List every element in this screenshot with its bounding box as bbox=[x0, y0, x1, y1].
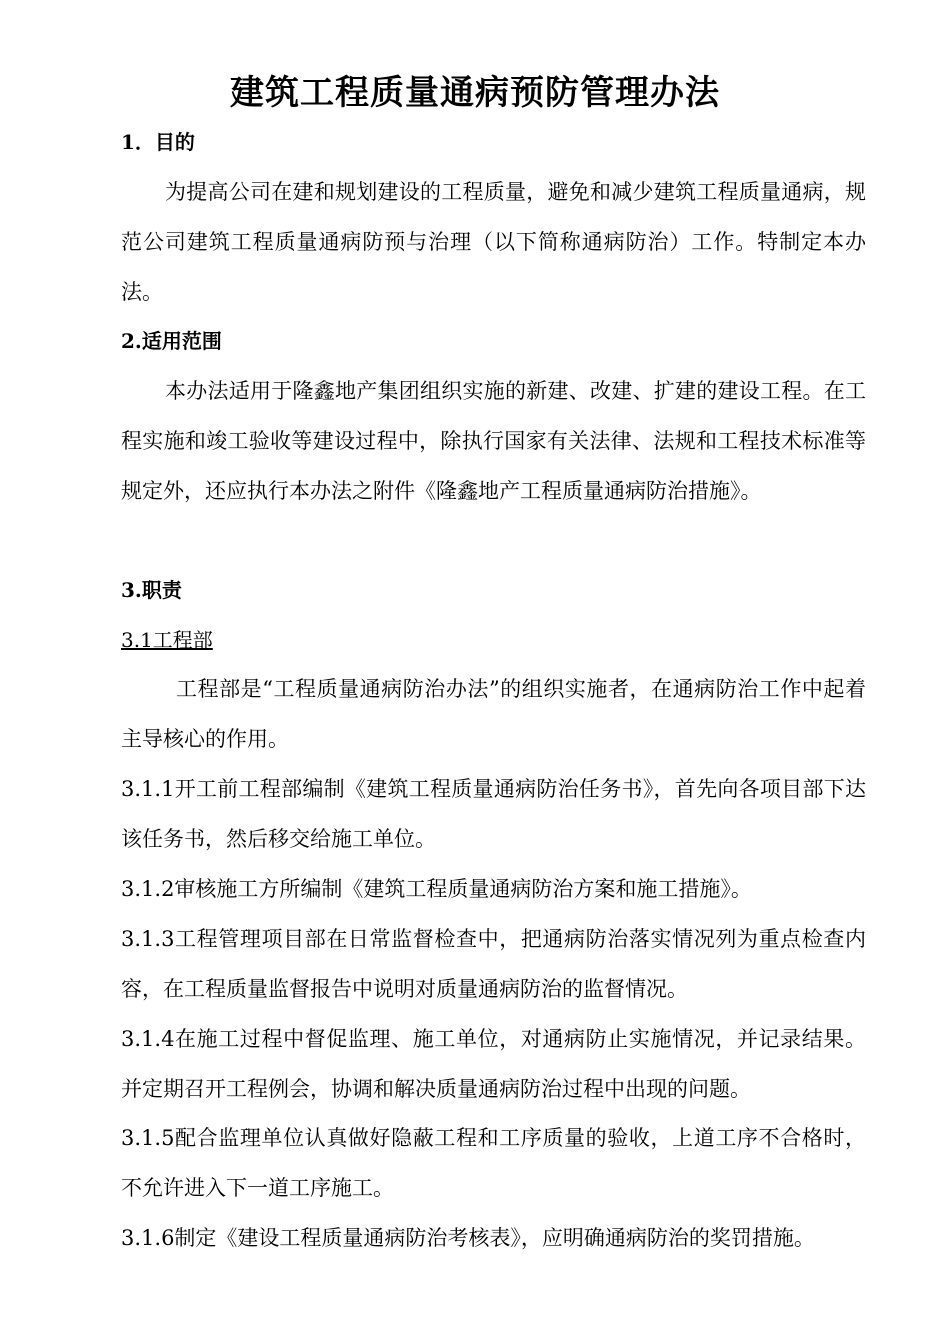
section-heading-purpose: 1．目的 bbox=[121, 130, 195, 154]
subsection-paragraph-engineering-dept: 工程部是“工程质量通病防治办法”的组织实施者，在通病防治工作中起着主导核心的作用。 bbox=[121, 677, 866, 751]
section-heading-scope: 2.适用范围 bbox=[121, 329, 222, 353]
subsection-heading-engineering-dept: 3.1工程部 bbox=[121, 628, 213, 652]
section-paragraph-scope: 本办法适用于隆鑫地产集团组织实施的新建、改建、扩建的建设工程。在工程实施和竣工验收等建设过程中，除执行国家有关法律、法规和工程技术标准等规定外，还应执行本办法之附件《隆鑫地产工程质量通病防治措施》。 bbox=[121, 379, 866, 503]
clause-3-1-4: 3.1.4在施工过程中督促监理、施工单位，对通病防止实施情况，并记录结果。并定期召开工程例会，协调和解决质量通病防治过程中出现的问题。 bbox=[121, 1027, 866, 1101]
clause-3-1-6: 3.1.6制定《建设工程质量通病防治考核表》，应明确通病防治的奖罚措施。 bbox=[121, 1226, 815, 1250]
clause-3-1-2: 3.1.2审核施工方所编制《建筑工程质量通病防治方案和施工措施》。 bbox=[121, 877, 752, 901]
clause-3-1-5: 3.1.5配合监理单位认真做好隐蔽工程和工序质量的验收，上道工序不合格时，不允许进入下一道工序施工。 bbox=[121, 1126, 866, 1200]
section-heading-duties: 3.职责 bbox=[121, 578, 182, 602]
clause-3-1-3: 3.1.3工程管理项目部在日常监督检查中，把通病防治落实情况列为重点检查内容，在工程质量监督报告中说明对质量通病防治的监督情况。 bbox=[121, 927, 866, 1001]
document-title: 建筑工程质量通病预防管理办法 bbox=[230, 73, 720, 113]
clause-3-1-1: 3.1.1开工前工程部编制《建筑工程质量通病防治任务书》，首先向各项目部下达该任务书，然后移交给施工单位。 bbox=[121, 777, 866, 851]
section-paragraph-purpose: 为提高公司在建和规划建设的工程质量，避免和减少建筑工程质量通病，规范公司建筑工程质量通病防预与治理（以下简称通病防治）工作。特制定本办法。 bbox=[121, 180, 866, 304]
